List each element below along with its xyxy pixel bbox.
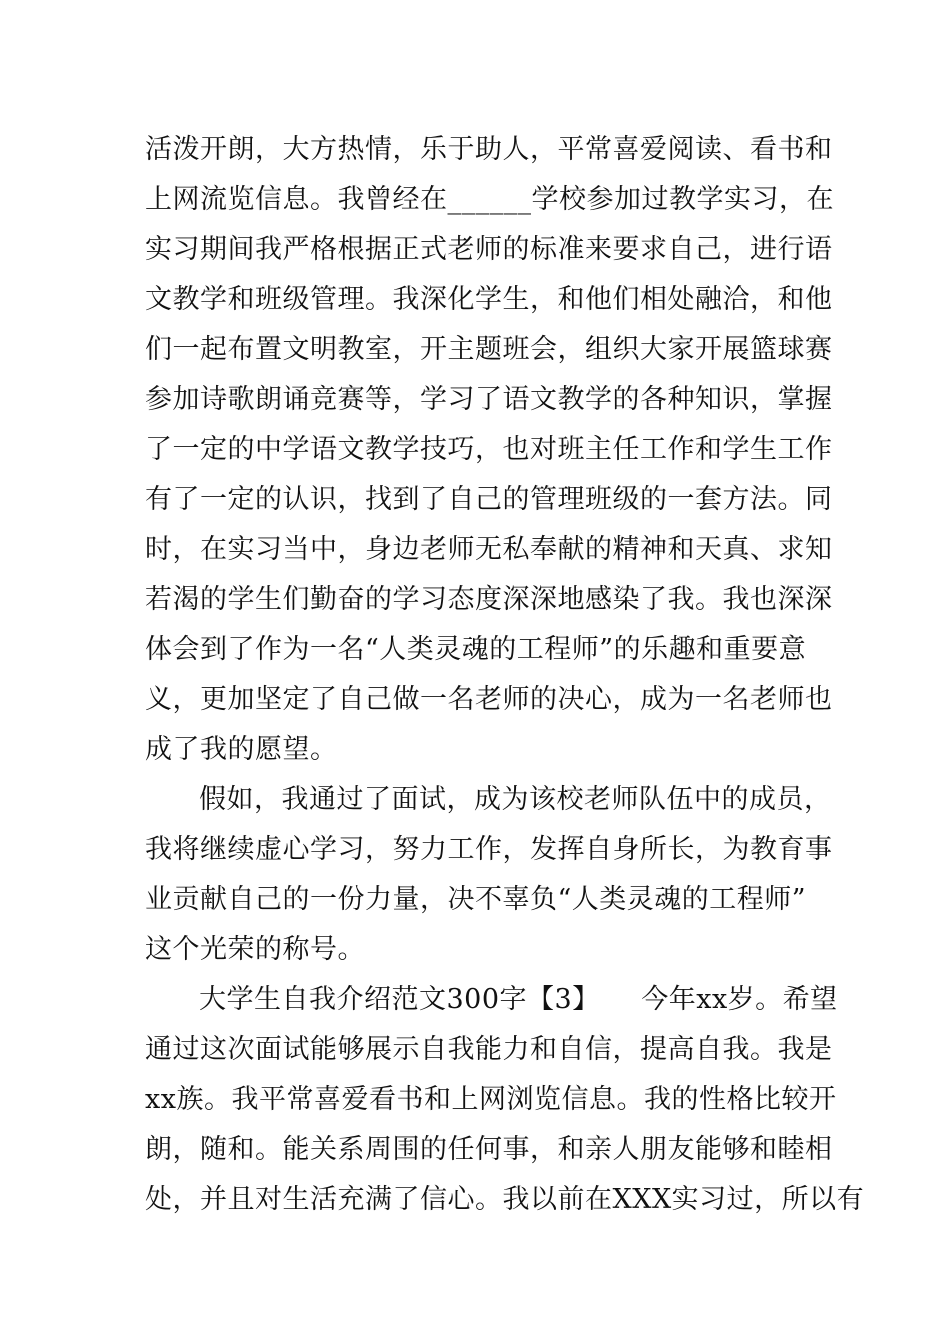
section-heading-line: 大学生自我介绍范文300字【3】 今年xx岁。希望	[199, 984, 838, 1015]
text-line: 体会到了作为一名“人类灵魂的工程师”的乐趣和重要意	[145, 634, 807, 665]
paragraph-first-line: 假如，我通过了面试，成为该校老师队伍中的成员，	[199, 784, 832, 815]
text-line: 了一定的中学语文教学技巧，也对班主任工作和学生工作	[145, 434, 833, 465]
text-line: 朗，随和。能关系周围的任何事，和亲人朋友能够和睦相	[145, 1134, 833, 1165]
text-line: xx族。我平常喜爱看书和上网浏览信息。我的性格比较开	[145, 1084, 837, 1115]
text-line: 活泼开朗，大方热情，乐于助人，平常喜爱阅读、看书和	[145, 134, 833, 165]
text-line: 通过这次面试能够展示自我能力和自信，提高自我。我是	[145, 1034, 833, 1065]
text-line: 这个光荣的称号。	[145, 934, 365, 965]
text-line: 们一起布置文明教室，开主题班会，组织大家开展篮球赛	[145, 334, 833, 365]
text-line: 义，更加坚定了自己做一名老师的决心，成为一名老师也	[145, 684, 833, 715]
text-line: 业贡献自己的一份力量，决不辜负“人类灵魂的工程师”	[145, 884, 807, 915]
text-line: 参加诗歌朗诵竞赛等，学习了语文教学的各种知识，掌握	[145, 384, 833, 415]
text-line: 时，在实习当中，身边老师无私奉献的精神和天真、求知	[145, 534, 833, 565]
text-line: 若渴的学生们勤奋的学习态度深深地感染了我。我也深深	[145, 584, 833, 615]
text-line: 成了我的愿望。	[145, 734, 338, 765]
text-line: 有了一定的认识，找到了自己的管理班级的一套方法。同	[145, 484, 833, 515]
text-line: 我将继续虚心学习，努力工作，发挥自身所长，为教育事	[145, 834, 833, 865]
text-line: 上网流览信息。我曾经在______学校参加过教学实习，在	[145, 184, 834, 215]
text-line: 实习期间我严格根据正式老师的标准来要求自己，进行语	[145, 234, 833, 265]
text-line: 文教学和班级管理。我深化学生，和他们相处融洽，和他	[145, 284, 833, 315]
text-line: 处，并且对生活充满了信心。我以前在XXX实习过，所以有	[145, 1184, 865, 1215]
